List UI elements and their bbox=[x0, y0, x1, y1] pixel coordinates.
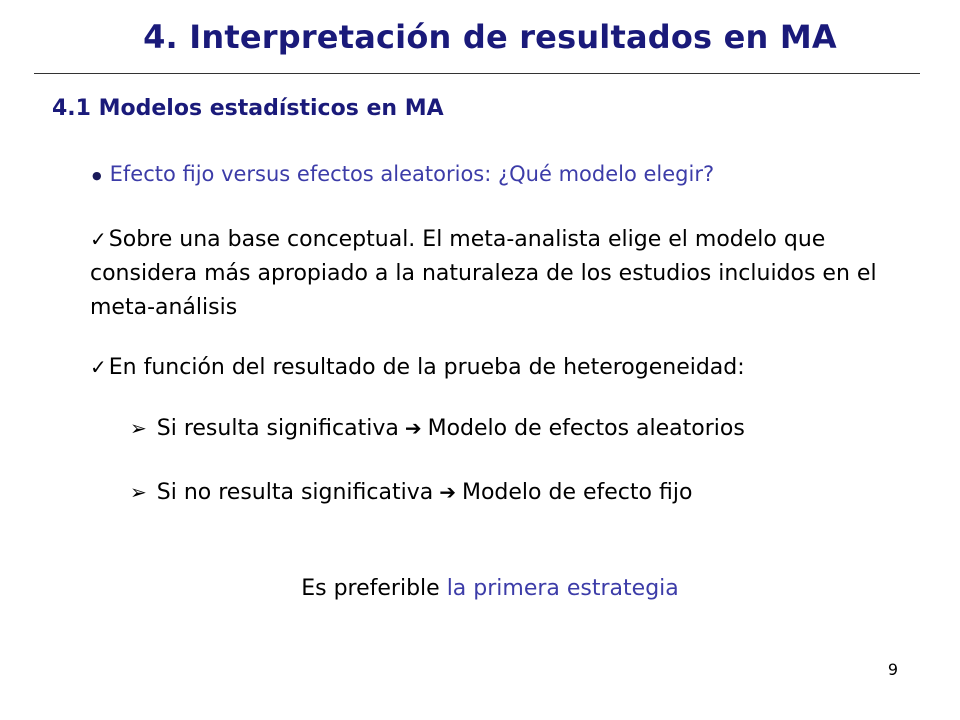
right-arrow-icon: ➔ bbox=[404, 416, 422, 440]
arrowhead-bullet-icon: ➢ bbox=[130, 416, 147, 440]
case-not-significant bbox=[130, 480, 692, 505]
title-divider bbox=[34, 73, 920, 74]
right-arrow-icon: ➔ bbox=[439, 480, 456, 504]
conclusion-prefix: Es preferible bbox=[301, 576, 440, 601]
checkmark-icon: ✓ bbox=[90, 227, 107, 251]
case-not-significant-result: Modelo de efecto fijo bbox=[461, 480, 693, 505]
checkmark-icon: ✓ bbox=[90, 355, 107, 379]
conceptual-text: Sobre una base conceptual. El meta-analista elige el modelo que considera más apropiado a la naturaleza de los estudios incluidos en el meta-análisis bbox=[90, 227, 877, 320]
section-subtitle: 4.1 Modelos estadísticos en MA bbox=[52, 96, 444, 121]
page-number: 9 bbox=[887, 660, 898, 679]
conceptual-point bbox=[90, 222, 910, 325]
slide-title: 4. Interpretación de resultados en MA bbox=[143, 18, 837, 56]
case-significant-condition: Si resulta significativa bbox=[156, 416, 399, 441]
question-bullet bbox=[92, 162, 714, 186]
arrowhead-bullet-icon: ➢ bbox=[130, 480, 147, 504]
bullet-dot-icon: ● bbox=[92, 168, 102, 182]
conclusion bbox=[0, 576, 960, 601]
heterogeneity-point bbox=[90, 350, 745, 385]
case-significant bbox=[130, 416, 745, 441]
conclusion-accent: la primera estrategia bbox=[446, 576, 679, 601]
question-text: Efecto fijo versus efectos aleatorios: ¿Qué modelo elegir? bbox=[109, 162, 715, 186]
case-not-significant-condition: Si no resulta significativa bbox=[156, 480, 434, 505]
case-significant-result: Modelo de efectos aleatorios bbox=[427, 416, 745, 441]
heterogeneity-text: En función del resultado de la prueba de heterogeneidad: bbox=[108, 355, 745, 380]
